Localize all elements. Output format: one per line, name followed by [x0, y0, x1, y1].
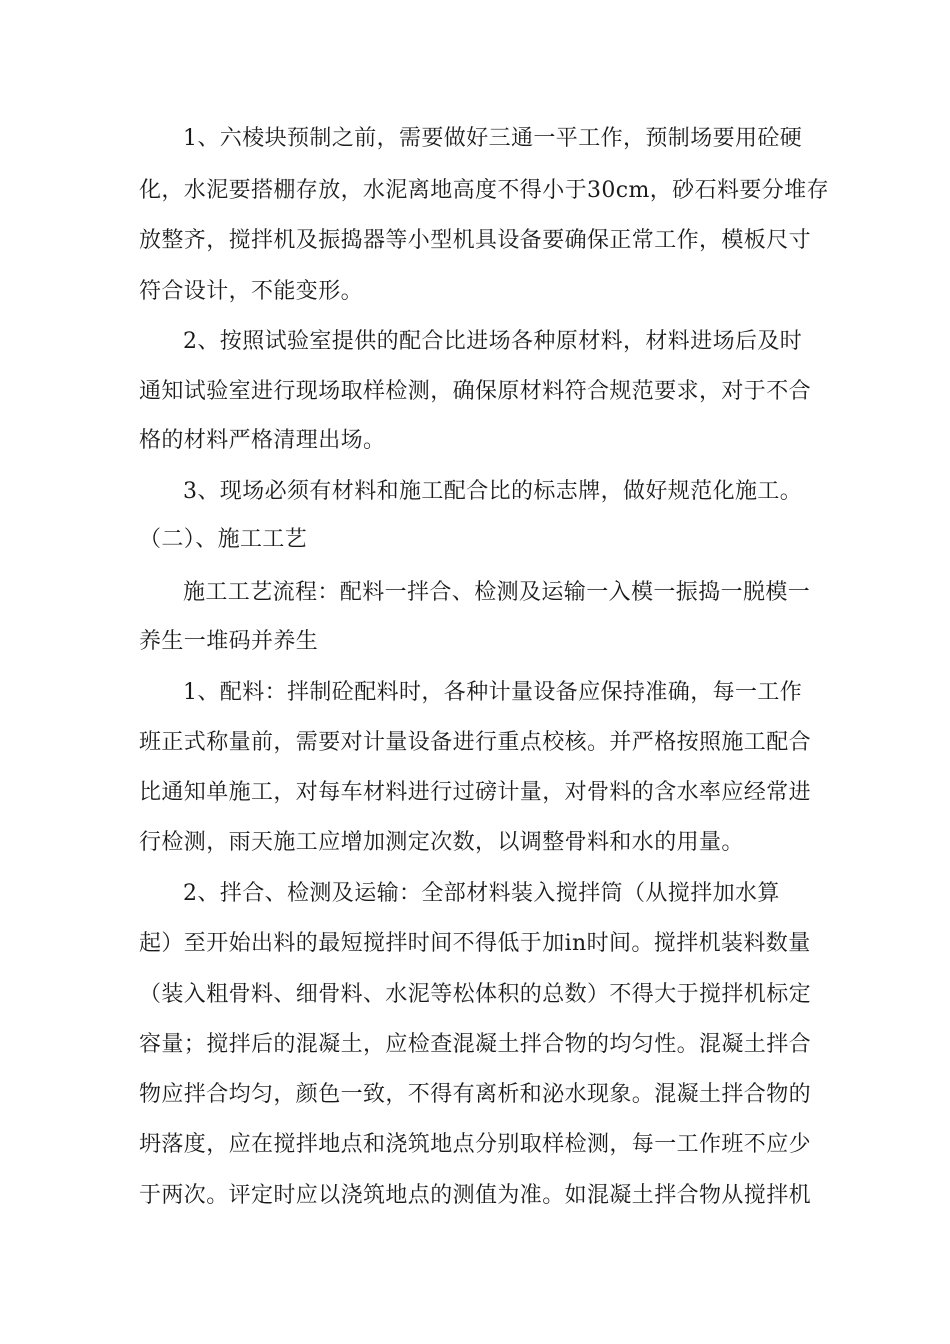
mixing-line-2: 起）至开始出料的最短搅拌时间不得低于加in时间。搅拌机装料数量: [139, 931, 811, 956]
mixing-line-4: 容量；搅拌后的混凝土，应检查混凝土拌合物的均匀性。混凝土拌合: [139, 1032, 812, 1057]
paragraph-1-line-4: 符合设计，不能变形。: [139, 279, 364, 304]
paragraph-1-line-3: 放整齐，搅拌机及振捣器等小型机具设备要确保正常工作，模板尺寸: [139, 228, 812, 253]
batching-line-3: 比通知单施工，对每车材料进行过磅计量，对骨料的含水率应经常进: [139, 780, 812, 805]
mixing-line-3: （装入粗骨料、细骨料、水泥等松体积的总数）不得大于搅拌机标定: [139, 982, 812, 1007]
paragraph-1-line-1: 1、六棱块预制之前，需要做好三通一平工作，预制场要用砼硬: [183, 126, 803, 151]
mixing-line-5: 物应拌合均匀，颜色一致，不得有离析和泌水现象。混凝土拌合物的: [139, 1082, 812, 1107]
paragraph-2-line-2: 通知试验室进行现场取样检测，确保原材料符合规范要求，对于不合: [139, 379, 812, 404]
paragraph-2-line-1: 2、按照试验室提供的配合比进场各种原材料，材料进场后及时: [183, 329, 803, 354]
paragraph-2-line-3: 格的材料严格清理出场。: [139, 428, 386, 453]
section-heading: （二）、施工工艺: [139, 527, 308, 552]
mixing-line-1: 2、拌合、检测及运输：全部材料装入搅拌筒（从搅拌加水算: [183, 881, 780, 906]
batching-line-4: 行检测，雨天施工应增加测定次数，以调整骨料和水的用量。: [139, 830, 744, 855]
mixing-line-6: 坍落度，应在搅拌地点和浇筑地点分别取样检测，每一工作班不应少: [139, 1132, 812, 1157]
batching-line-2: 班正式称量前，需要对计量设备进行重点校核。并严格按照施工配合: [139, 730, 812, 755]
mixing-line-7: 于两次。评定时应以浇筑地点的测值为准。如混凝土拌合物从搅拌机: [139, 1183, 812, 1208]
batching-line-1: 1、配料：拌制砼配料时，各种计量设备应保持准确，每一工作: [183, 680, 803, 705]
paragraph-3-line-1: 3、现场必须有材料和施工配合比的标志牌，做好规范化施工。: [183, 479, 803, 504]
process-flow-line-2: 养生一堆码并养生: [139, 629, 319, 654]
process-flow-line-1: 施工工艺流程：配料一拌合、检测及运输一入模一振捣一脱模一: [183, 580, 811, 605]
paragraph-1-line-2: 化，水泥要搭棚存放，水泥离地高度不得小于30cm，砂石料要分堆存: [139, 178, 829, 203]
